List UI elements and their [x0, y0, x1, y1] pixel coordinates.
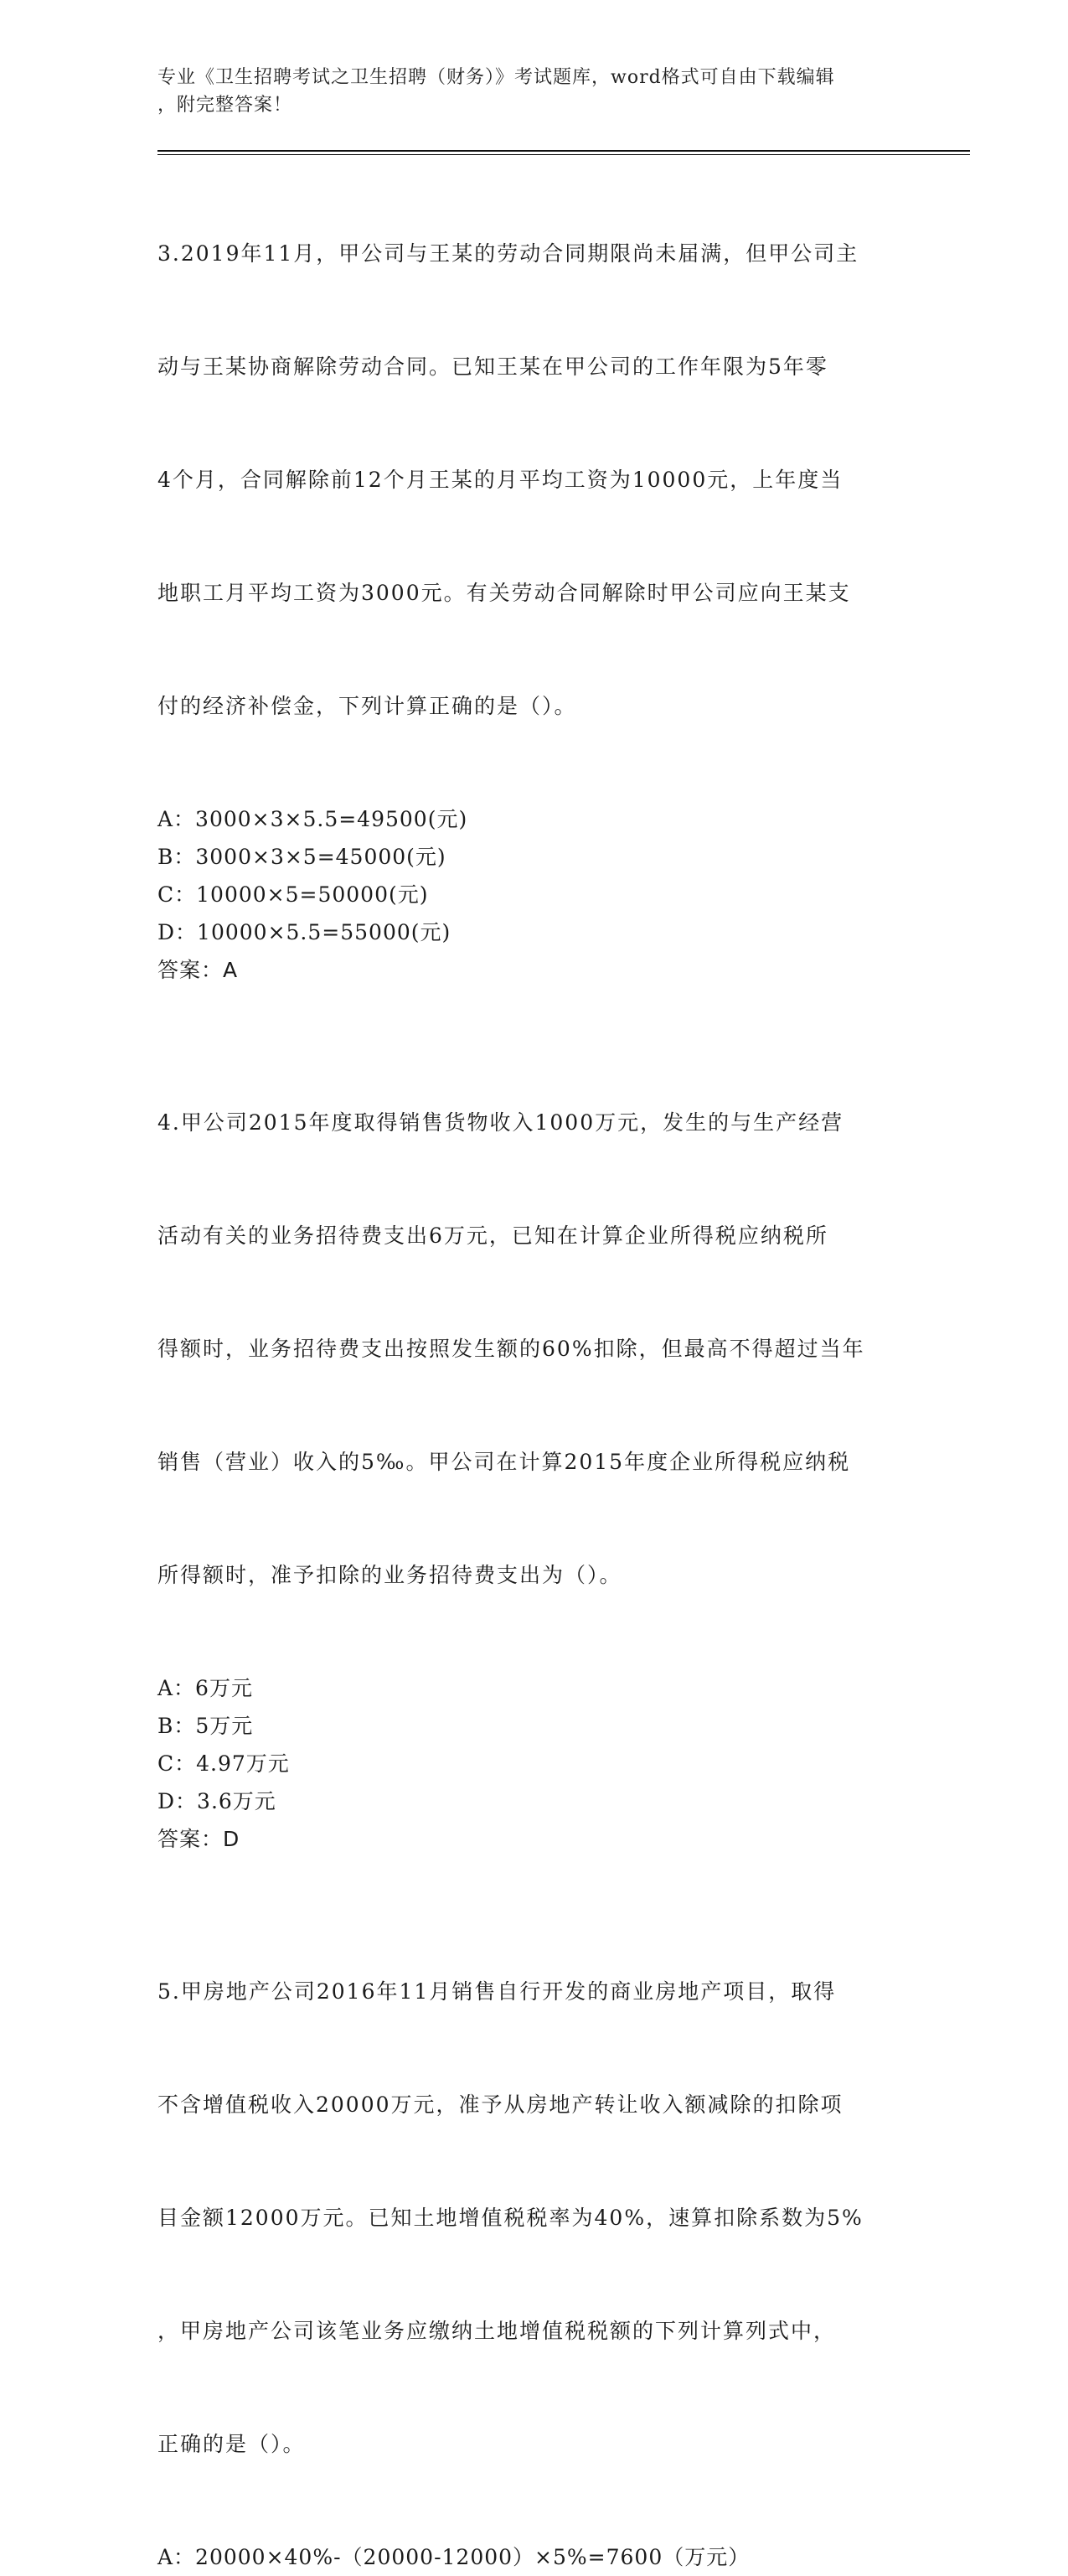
header-line-1: 专业《卫生招聘考试之卫生招聘（财务）》考试题库，word格式可自由下载编辑: [157, 67, 835, 88]
option-d: D：10000×5.5=55000(元): [157, 920, 451, 944]
option-d: D：3.6万元: [157, 1789, 276, 1813]
option-a: A：20000×40%-（20000-12000）×5%=7600（万元）: [157, 2545, 751, 2569]
stem-line: 目金额12000万元。已知土地增值税税率为40%，速算扣除系数为5%: [157, 2206, 864, 2230]
question-spacer: [157, 989, 911, 1028]
question-5-stem: [157, 1897, 911, 2538]
option-c: C：10000×5=50000(元): [157, 882, 429, 907]
option-b: B：3000×3×5=45000(元): [157, 845, 446, 869]
option-a: A：6万元: [157, 1676, 253, 1700]
question-4-options: [157, 1669, 911, 1820]
stem-line: ，甲房地产公司该笔业务应缴纳土地增值税税额的下列计算列式中，: [157, 2319, 837, 2343]
stem-line: 3.2019年11月，甲公司与王某的劳动合同期限尚未届满，但甲公司主: [157, 241, 859, 266]
stem-line: 4个月，合同解除前12个月王某的月平均工资为10000元，上年度当: [157, 468, 844, 492]
stem-line: 不含增值税收入20000万元，准予从房地产转让收入额减除的扣除项: [157, 2092, 844, 2117]
stem-line: 正确的是（）。: [157, 2432, 306, 2456]
stem-line: 所得额时，准予扣除的业务招待费支出为（）。: [157, 1563, 622, 1587]
header-rule-thin: [157, 154, 970, 155]
option-b: B：5万元: [157, 1714, 254, 1738]
question-list: [157, 159, 911, 2576]
stem-line: 付的经济补偿金，下列计算正确的是（）。: [157, 694, 577, 718]
question-3-answer: 答案：A: [157, 958, 239, 982]
question-4-answer: 答案：D: [157, 1827, 240, 1851]
document-header: [157, 64, 911, 119]
question-3-stem: [157, 159, 911, 800]
stem-line: 动与王某协商解除劳动合同。已知王某在甲公司的工作年限为5年零: [157, 354, 828, 379]
question-5-options: [157, 2538, 911, 2576]
question-5: [157, 1897, 911, 2576]
question-4: [157, 1028, 911, 1858]
stem-line: 4.甲公司2015年度取得销售货物收入1000万元，发生的与生产经营: [157, 1110, 844, 1135]
header-line-2: ，附完整答案！: [157, 95, 293, 116]
stem-line: 销售（营业）收入的5‰。甲公司在计算2015年度企业所得税应纳税: [157, 1450, 851, 1474]
stem-line: 地职工月平均工资为3000元。有关劳动合同解除时甲公司应向王某支: [157, 581, 851, 605]
stem-line: 5.甲房地产公司2016年11月销售自行开发的商业房地产项目，取得: [157, 1979, 837, 2004]
question-spacer: [157, 1858, 911, 1897]
question-4-stem: [157, 1028, 911, 1669]
header-rule-thick: [157, 150, 970, 152]
stem-line: 得额时，业务招待费支出按照发生额的60%扣除，但最高不得超过当年: [157, 1337, 865, 1361]
option-a: A：3000×3×5.5=49500(元): [157, 807, 468, 831]
option-c: C：4.97万元: [157, 1751, 290, 1776]
question-3-options: [157, 800, 911, 951]
stem-line: 活动有关的业务招待费支出6万元，已知在计算企业所得税应纳税所: [157, 1223, 828, 1248]
question-3: [157, 159, 911, 989]
